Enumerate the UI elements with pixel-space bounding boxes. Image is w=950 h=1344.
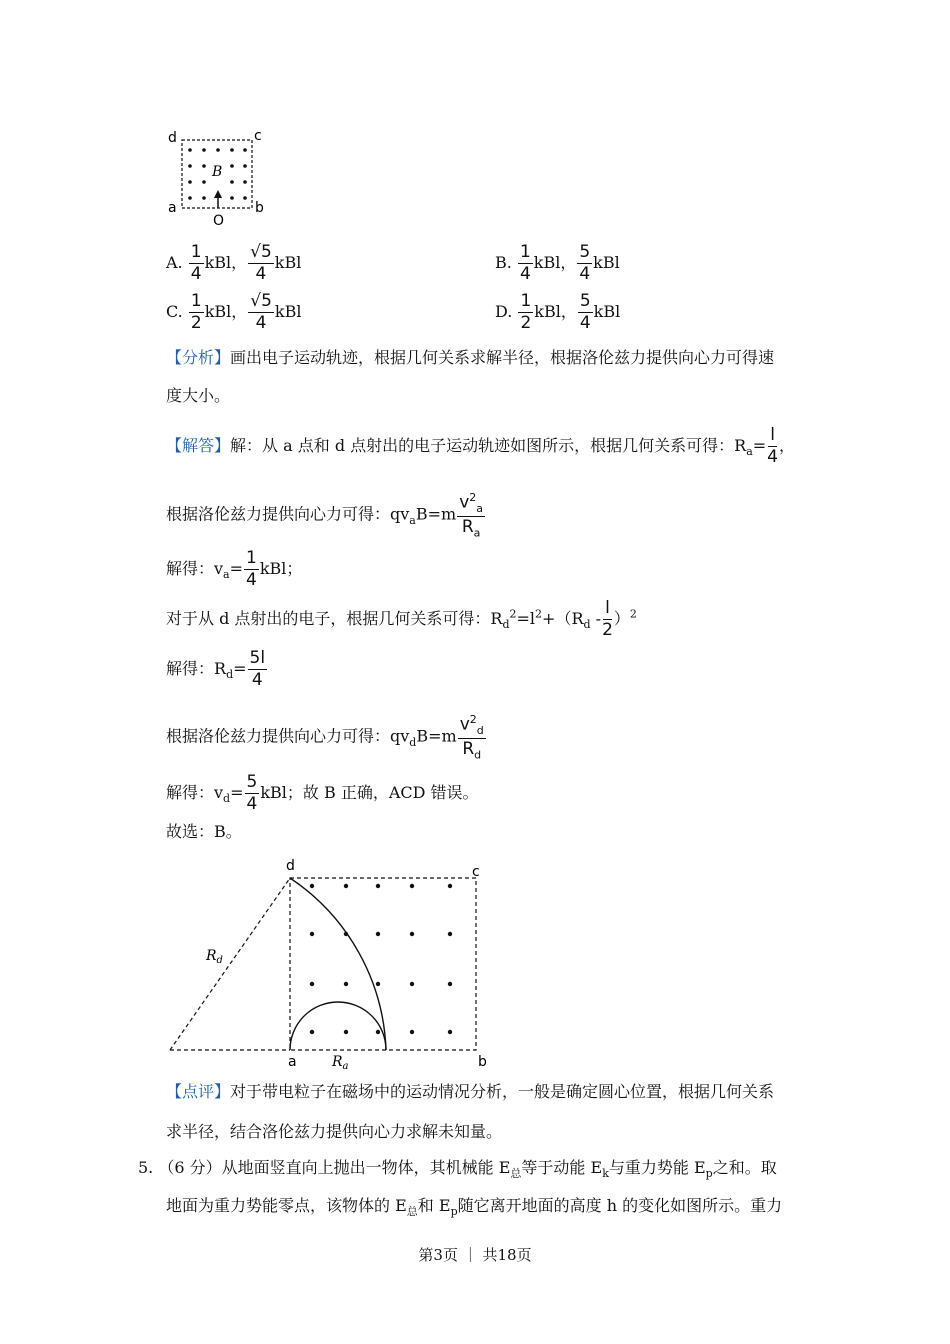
corner-a-label: a [168,200,177,216]
comment-tag: 【点评】 [166,1082,231,1101]
figure-trajectories [160,854,500,1072]
question-number: 5. [138,1158,154,1177]
corner-a-label-large: a [288,1054,297,1070]
solution-line-7: 解得：$v_d=$ $\frac{5}{4}$ kBl；故 B 正确，ACD 错误。 [166,772,479,814]
corner-c-label: c [254,128,262,144]
solution-line-8: 故选：B。 [166,822,242,841]
page-footer: 第3页 ｜ 共18页 [418,1246,532,1264]
rd-label: $R_d$ [206,948,223,966]
figure-small-field [160,124,270,228]
analysis-tag: 【分析】 [166,348,231,367]
corner-b-label-large: b [478,1054,487,1070]
trajectory-d [290,878,386,1050]
corner-d-label: d [168,130,177,146]
trajectory-a [290,1002,386,1050]
origin-label: O [213,213,225,228]
corner-b-label: b [255,200,264,216]
solution-line-1: 【解答】解：从 a 点和 d 点射出的电子运动轨迹如图所示，根据几何关系可得：$R_a=$ $\frac{l}{4}$ ， [166,425,796,467]
comment-line-2: 求半径，结合洛伦兹力提供向心力求解未知量。 [166,1122,503,1141]
solution-line-4: 对于从 d 点射出的电子，根据几何关系可得：$R_d^2=l^2+(R_d$ - $\frac{l}{2}$ ）$^2$ [166,598,637,640]
solution-line-6: 根据洛伦兹力提供向心力可得：$qv_dB=m$ $\frac{v^2_d}{R_d}$ [166,713,484,762]
analysis-line-2: 度大小。 [166,386,231,405]
solution-line-3: 解得：$v_a=$ $\frac{1}{4}$ kBl； [166,548,303,590]
arrow-head-icon [214,190,222,198]
question-5-line-1: 5. （6 分）从地面竖直向上抛出一物体，其机械能 $E_总$等于动能 $E_k$与重力势能 $E_p$之和。取 [138,1158,777,1181]
option-b[interactable]: B. $\frac{1}{4}$ kBl， $\frac{5}{4}$ kBl [495,242,620,284]
radius-rd-line [170,878,290,1050]
option-c[interactable]: C. $\frac{1}{2}$ kBl， $\frac{√5}{4}$ kBl [166,291,302,333]
ra-label: $R_a$ [332,1054,349,1072]
corner-c-label-large: c [472,864,480,880]
comment-line-1: 【点评】对于带电粒子在磁场中的运动情况分析，一般是确定圆心位置，根据几何关系 [166,1082,775,1101]
question-5-line-2: 地面为重力势能零点，该物体的 $E_总$和 $E_p$随它离开地面的高度 h 的变化如图所示。重力 [166,1196,783,1219]
analysis-line-1: 【分析】画出电子运动轨迹，根据几何关系求解半径，根据洛伦兹力提供向心力可得速 [166,348,775,367]
corner-d-label-large: d [286,858,295,874]
field-label: B [212,164,223,180]
solution-tag: 【解答】 [166,436,231,455]
solution-line-5: 解得：$R_d=$ $\frac{5l}{4}$ [166,648,266,690]
solution-line-2: 根据洛伦兹力提供向心力可得：$qv_aB=m$ $\frac{v^2_a}{R_a}$ [166,491,484,540]
option-a[interactable]: A. $\frac{1}{4}$ kBl， $\frac{√5}{4}$ kBl [166,242,302,284]
option-d[interactable]: D. $\frac{1}{2}$ kBl， $\frac{5}{4}$ kBl [495,291,621,333]
